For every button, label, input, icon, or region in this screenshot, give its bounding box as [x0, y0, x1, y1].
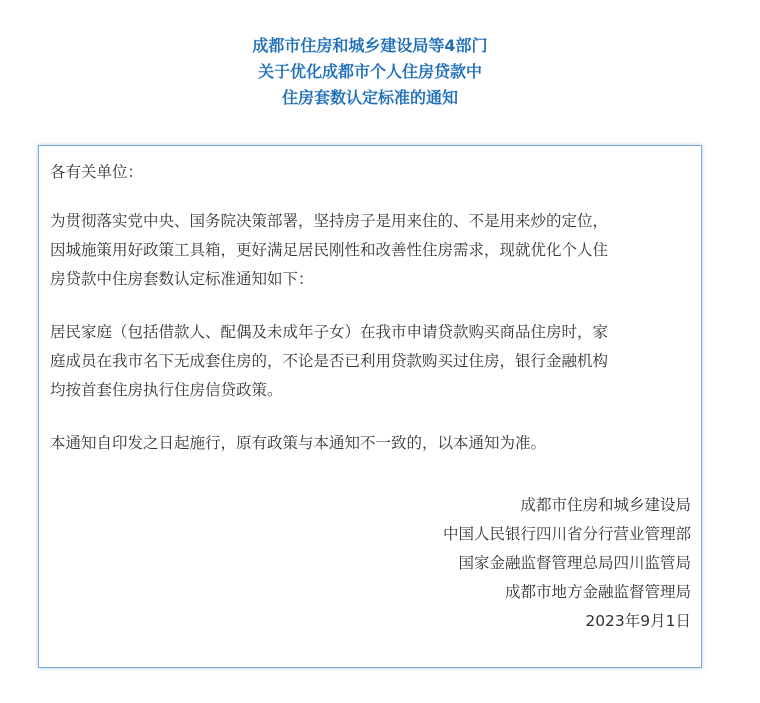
issuer-nfra-sichuan: 国家金融监督管理总局四川监管局: [458, 554, 691, 572]
notice-body: [50, 158, 694, 482]
notice-content-box: [38, 145, 702, 668]
issue-date: 2023年9月1日: [585, 612, 691, 630]
paragraph-purpose-line-1: 为贯彻落实党中央、国务院决策部署，坚持房子是用来住的、不是用来炒的定位，: [50, 212, 609, 230]
paragraph-purpose-line-3: 房贷款中住房套数认定标准通知如下：: [50, 270, 314, 288]
salutation: 各有关单位：: [50, 163, 144, 181]
notice-title: [0, 33, 740, 111]
issuer-local-finance-bureau: 成都市地方金融监督管理局: [504, 583, 691, 601]
title-line-1: 成都市住房和城乡建设局等4部门: [252, 36, 488, 55]
title-line-3: 住房套数认定标准的通知: [281, 88, 458, 107]
paragraph-effective-line-1: 本通知自印发之日起施行，原有政策与本通知不一致的，以本通知为准。: [50, 434, 547, 452]
issuer-pboc-sichuan: 中国人民银行四川省分行营业管理部: [442, 525, 691, 543]
paragraph-policy-line-2: 庭成员在我市名下无成套住房的，不论是否已利用贷款购买过住房，银行金融机构: [50, 352, 609, 370]
paragraph-policy: [50, 318, 694, 405]
paragraph-policy-line-3: 均按首套住房执行住房信贷政策。: [50, 381, 283, 399]
title-line-2: 关于优化成都市个人住房贷款中: [257, 62, 482, 81]
paragraph-purpose: [50, 207, 694, 294]
paragraph-policy-line-1: 居民家庭（包括借款人、配偶及未成年子女）在我市申请贷款购买商品住房时，家: [50, 323, 609, 341]
paragraph-effective: [50, 429, 694, 458]
signature-block: [443, 491, 691, 636]
issuer-housing-bureau: 成都市住房和城乡建设局: [520, 496, 691, 514]
paragraph-purpose-line-2: 因城施策用好政策工具箱，更好满足居民刚性和改善性住房需求，现就优化个人住: [50, 241, 609, 259]
